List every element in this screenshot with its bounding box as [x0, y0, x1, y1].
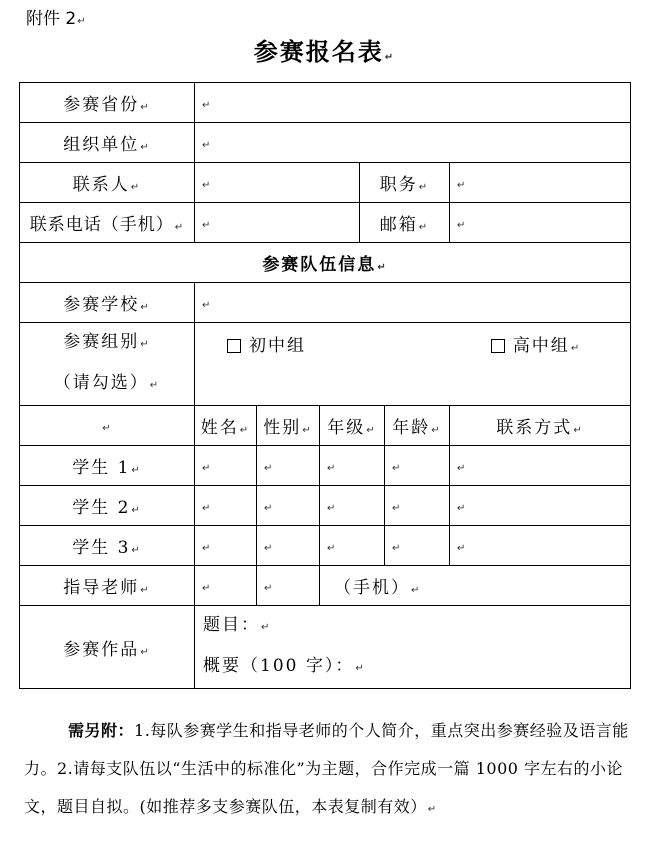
organization-input[interactable]: ↵ — [195, 123, 631, 163]
student-1-name[interactable]: ↵ — [195, 446, 257, 486]
student-3-age[interactable]: ↵ — [385, 526, 450, 566]
label-phone: 联系电话（手机）↵ — [20, 203, 195, 243]
student-3-contact[interactable]: ↵ — [450, 526, 631, 566]
senior-checkbox[interactable] — [491, 339, 505, 353]
notes-label: 需另附： — [68, 721, 135, 740]
registration-form-table — [19, 82, 631, 689]
header-contact: 联系方式↵ — [450, 406, 631, 446]
work-content[interactable] — [195, 606, 631, 689]
label-organization: 组织单位↵ — [20, 123, 195, 163]
label-student-1: 学生 1↵ — [20, 446, 195, 486]
junior-checkbox[interactable] — [227, 339, 241, 353]
row-group — [20, 323, 631, 406]
school-input[interactable]: ↵ — [195, 283, 631, 323]
label-contact-person: 联系人↵ — [20, 163, 195, 203]
label-group: 参赛组别↵ （请勾选）↵ — [20, 323, 195, 406]
row-province — [20, 83, 631, 123]
student-1-age[interactable]: ↵ — [385, 446, 450, 486]
teacher-name[interactable]: ↵ — [195, 566, 257, 606]
team-section-heading: 参赛队伍信息↵ — [20, 243, 631, 283]
option-junior[interactable]: 初中组 — [227, 336, 306, 356]
contact-person-input[interactable]: ↵ — [195, 163, 360, 203]
option-senior[interactable]: 高中组↵ — [491, 336, 581, 356]
header-age: 年龄↵ — [385, 406, 450, 446]
label-email: 邮箱↵ — [360, 203, 450, 243]
phone-input[interactable]: ↵ — [195, 203, 360, 243]
form-title: 参赛报名表↵ — [253, 37, 396, 66]
label-teacher: 指导老师↵ — [20, 566, 195, 606]
student-3-grade[interactable]: ↵ — [320, 526, 385, 566]
position-input[interactable]: ↵ — [450, 163, 631, 203]
teacher-gender[interactable]: ↵ — [257, 566, 320, 606]
member-header-blank: ↵ — [20, 406, 195, 446]
row-organization — [20, 123, 631, 163]
label-work: 参赛作品↵ — [20, 606, 195, 689]
student-1-gender[interactable]: ↵ — [257, 446, 320, 486]
student-1-grade[interactable]: ↵ — [320, 446, 385, 486]
notes-text: 1.每队参赛学生和指导老师的个人简介，重点突出参赛经验及语言能力。2.请每支队伍以“生活中的标准化”为主题，合作完成一篇 1000 字左右的小论文，题目自拟。(如推荐多支参赛队伍，本表复制有效） — [24, 721, 629, 816]
row-work — [20, 606, 631, 689]
header-name: 姓名↵ — [195, 406, 257, 446]
row-student-3 — [20, 526, 631, 566]
student-2-gender[interactable]: ↵ — [257, 486, 320, 526]
student-1-contact[interactable]: ↵ — [450, 446, 631, 486]
work-title-line: 题目：↵ — [203, 615, 272, 635]
row-school — [20, 283, 631, 323]
group-options — [195, 323, 631, 406]
label-student-3: 学生 3↵ — [20, 526, 195, 566]
header-gender: 性别↵ — [257, 406, 320, 446]
row-teacher — [20, 566, 631, 606]
work-summary-line: 概要（100 字）：↵ — [203, 656, 366, 676]
student-2-name[interactable]: ↵ — [195, 486, 257, 526]
group-hint: （请勾选） — [53, 373, 149, 393]
province-input[interactable]: ↵ — [195, 83, 631, 123]
row-student-2 — [20, 486, 631, 526]
student-3-gender[interactable]: ↵ — [257, 526, 320, 566]
header-grade: 年级↵ — [320, 406, 385, 446]
teacher-phone[interactable]: （手机）↵ — [320, 566, 631, 606]
row-student-1 — [20, 446, 631, 486]
row-contact — [20, 163, 631, 203]
student-2-age[interactable]: ↵ — [385, 486, 450, 526]
additional-notes: 需另附：1.每队参赛学生和指导老师的个人简介，重点突出参赛经验及语言能力。2.请每支队伍以“生活中的标准化”为主题，合作完成一篇 1000 字左右的小论文，题目自拟。(如推荐多支参赛队伍，本表复制有效）↵ — [24, 721, 629, 816]
attachment-label: 附件 2↵ — [26, 9, 86, 29]
row-phone — [20, 203, 631, 243]
label-student-2: 学生 2↵ — [20, 486, 195, 526]
label-school: 参赛学校↵ — [20, 283, 195, 323]
label-province: 参赛省份↵ — [20, 83, 195, 123]
row-team-section — [20, 243, 631, 283]
row-member-header — [20, 406, 631, 446]
student-3-name[interactable]: ↵ — [195, 526, 257, 566]
student-2-contact[interactable]: ↵ — [450, 486, 631, 526]
email-input[interactable]: ↵ — [450, 203, 631, 243]
label-position: 职务↵ — [360, 163, 450, 203]
student-2-grade[interactable]: ↵ — [320, 486, 385, 526]
